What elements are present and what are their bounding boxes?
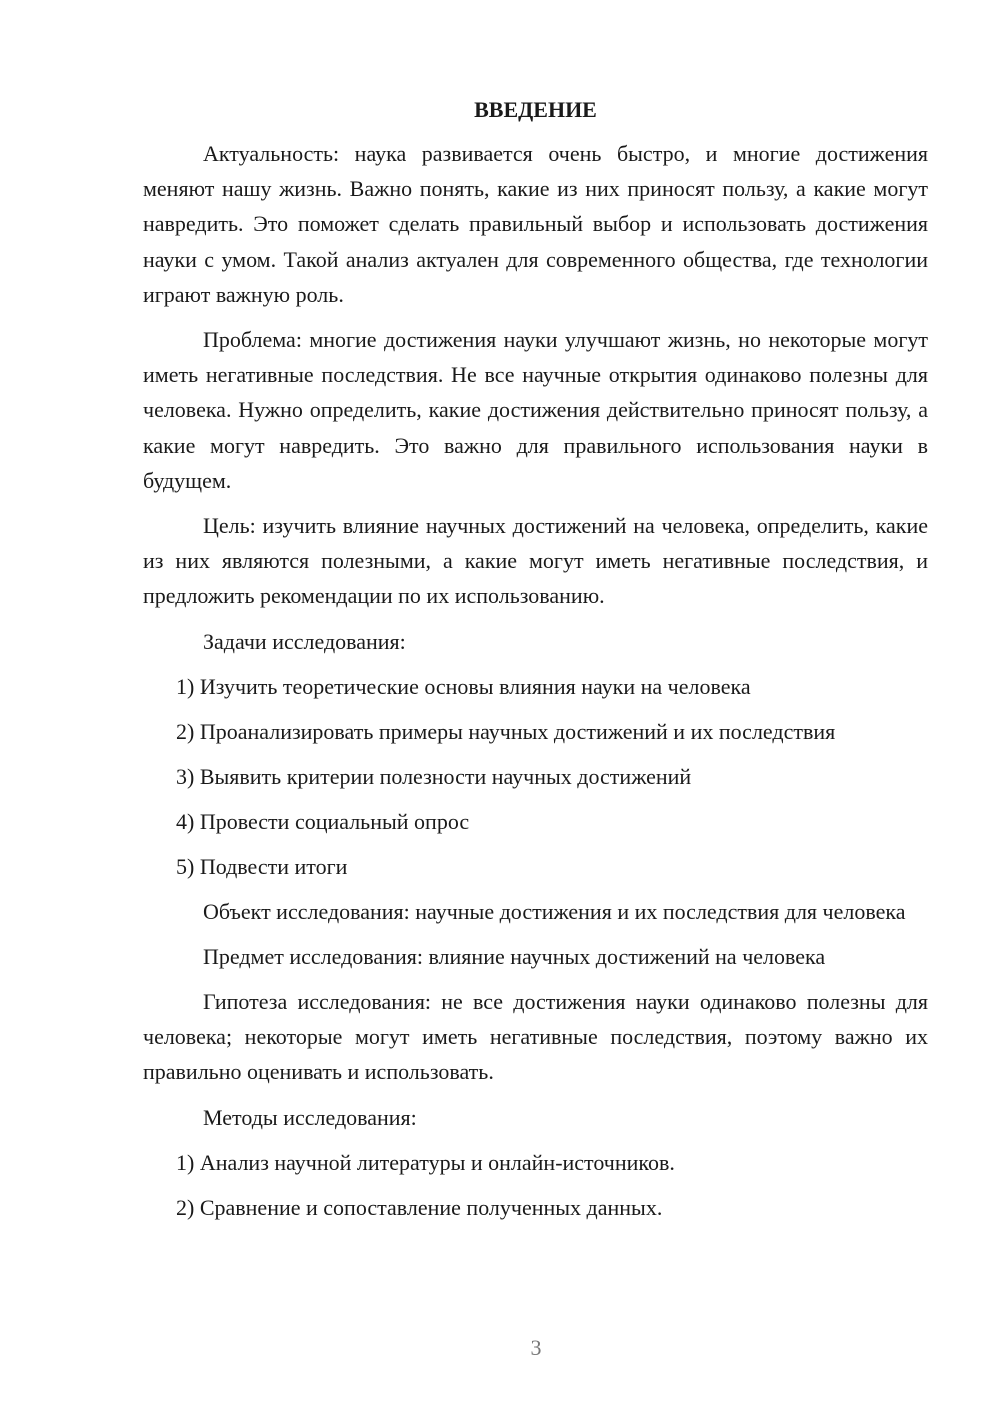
tasks-label: Задачи исследования: [203, 628, 406, 654]
task-item: 1) Изучить теоретические основы влияния науки на человека [176, 673, 751, 699]
method-item: 1) Анализ научной литературы и онлайн-источников. [176, 1149, 675, 1175]
problem-paragraph: Проблема: многие достижения науки улучшают жизнь, но некоторые могут иметь негативные последствия. Не все научные открытия одинаково полезны для человека. Нужно определить, какие достижения действительно приносят пользу, а какие могут навредить. Это важно для правильного использования науки в будущем. [143, 327, 928, 493]
page-title: ВВЕДЕНИЕ [474, 97, 597, 122]
task-item: 3) Выявить критерии полезности научных достижений [176, 763, 692, 789]
page-number: 3 [530, 1335, 542, 1360]
hypothesis-paragraph: Гипотеза исследования: не все достижения науки одинаково полезны для человека; некоторые могут иметь негативные последствия, поэтому важно их правильно оценивать и использовать. [143, 989, 928, 1085]
subject-paragraph: Предмет исследования: влияние научных достижений на человека [203, 943, 826, 969]
methods-label: Методы исследования: [203, 1104, 417, 1130]
task-item: 2) Проанализировать примеры научных достижений и их последствия [176, 718, 836, 744]
page-content [143, 92, 928, 1235]
task-item: 5) Подвести итоги [176, 853, 348, 879]
object-paragraph: Объект исследования: научные достижения и их последствия для человека [203, 898, 906, 924]
task-item: 4) Провести социальный опрос [176, 808, 470, 834]
method-item: 2) Сравнение и сопоставление полученных данных. [176, 1194, 663, 1220]
goal-paragraph: Цель: изучить влияние научных достижений на человека, определить, какие из них являются полезными, а какие могут иметь негативные последствия, и предложить рекомендации по их использованию. [143, 513, 928, 609]
relevance-paragraph: Актуальность: наука развивается очень быстро, и многие достижения меняют нашу жизнь. Важно понять, какие из них приносят пользу, а какие могут навредить. Это поможет сделать правильный выбор и использовать достижения науки с умом. Такой анализ актуален для современного общества, где технологии играют важную роль. [143, 141, 928, 307]
